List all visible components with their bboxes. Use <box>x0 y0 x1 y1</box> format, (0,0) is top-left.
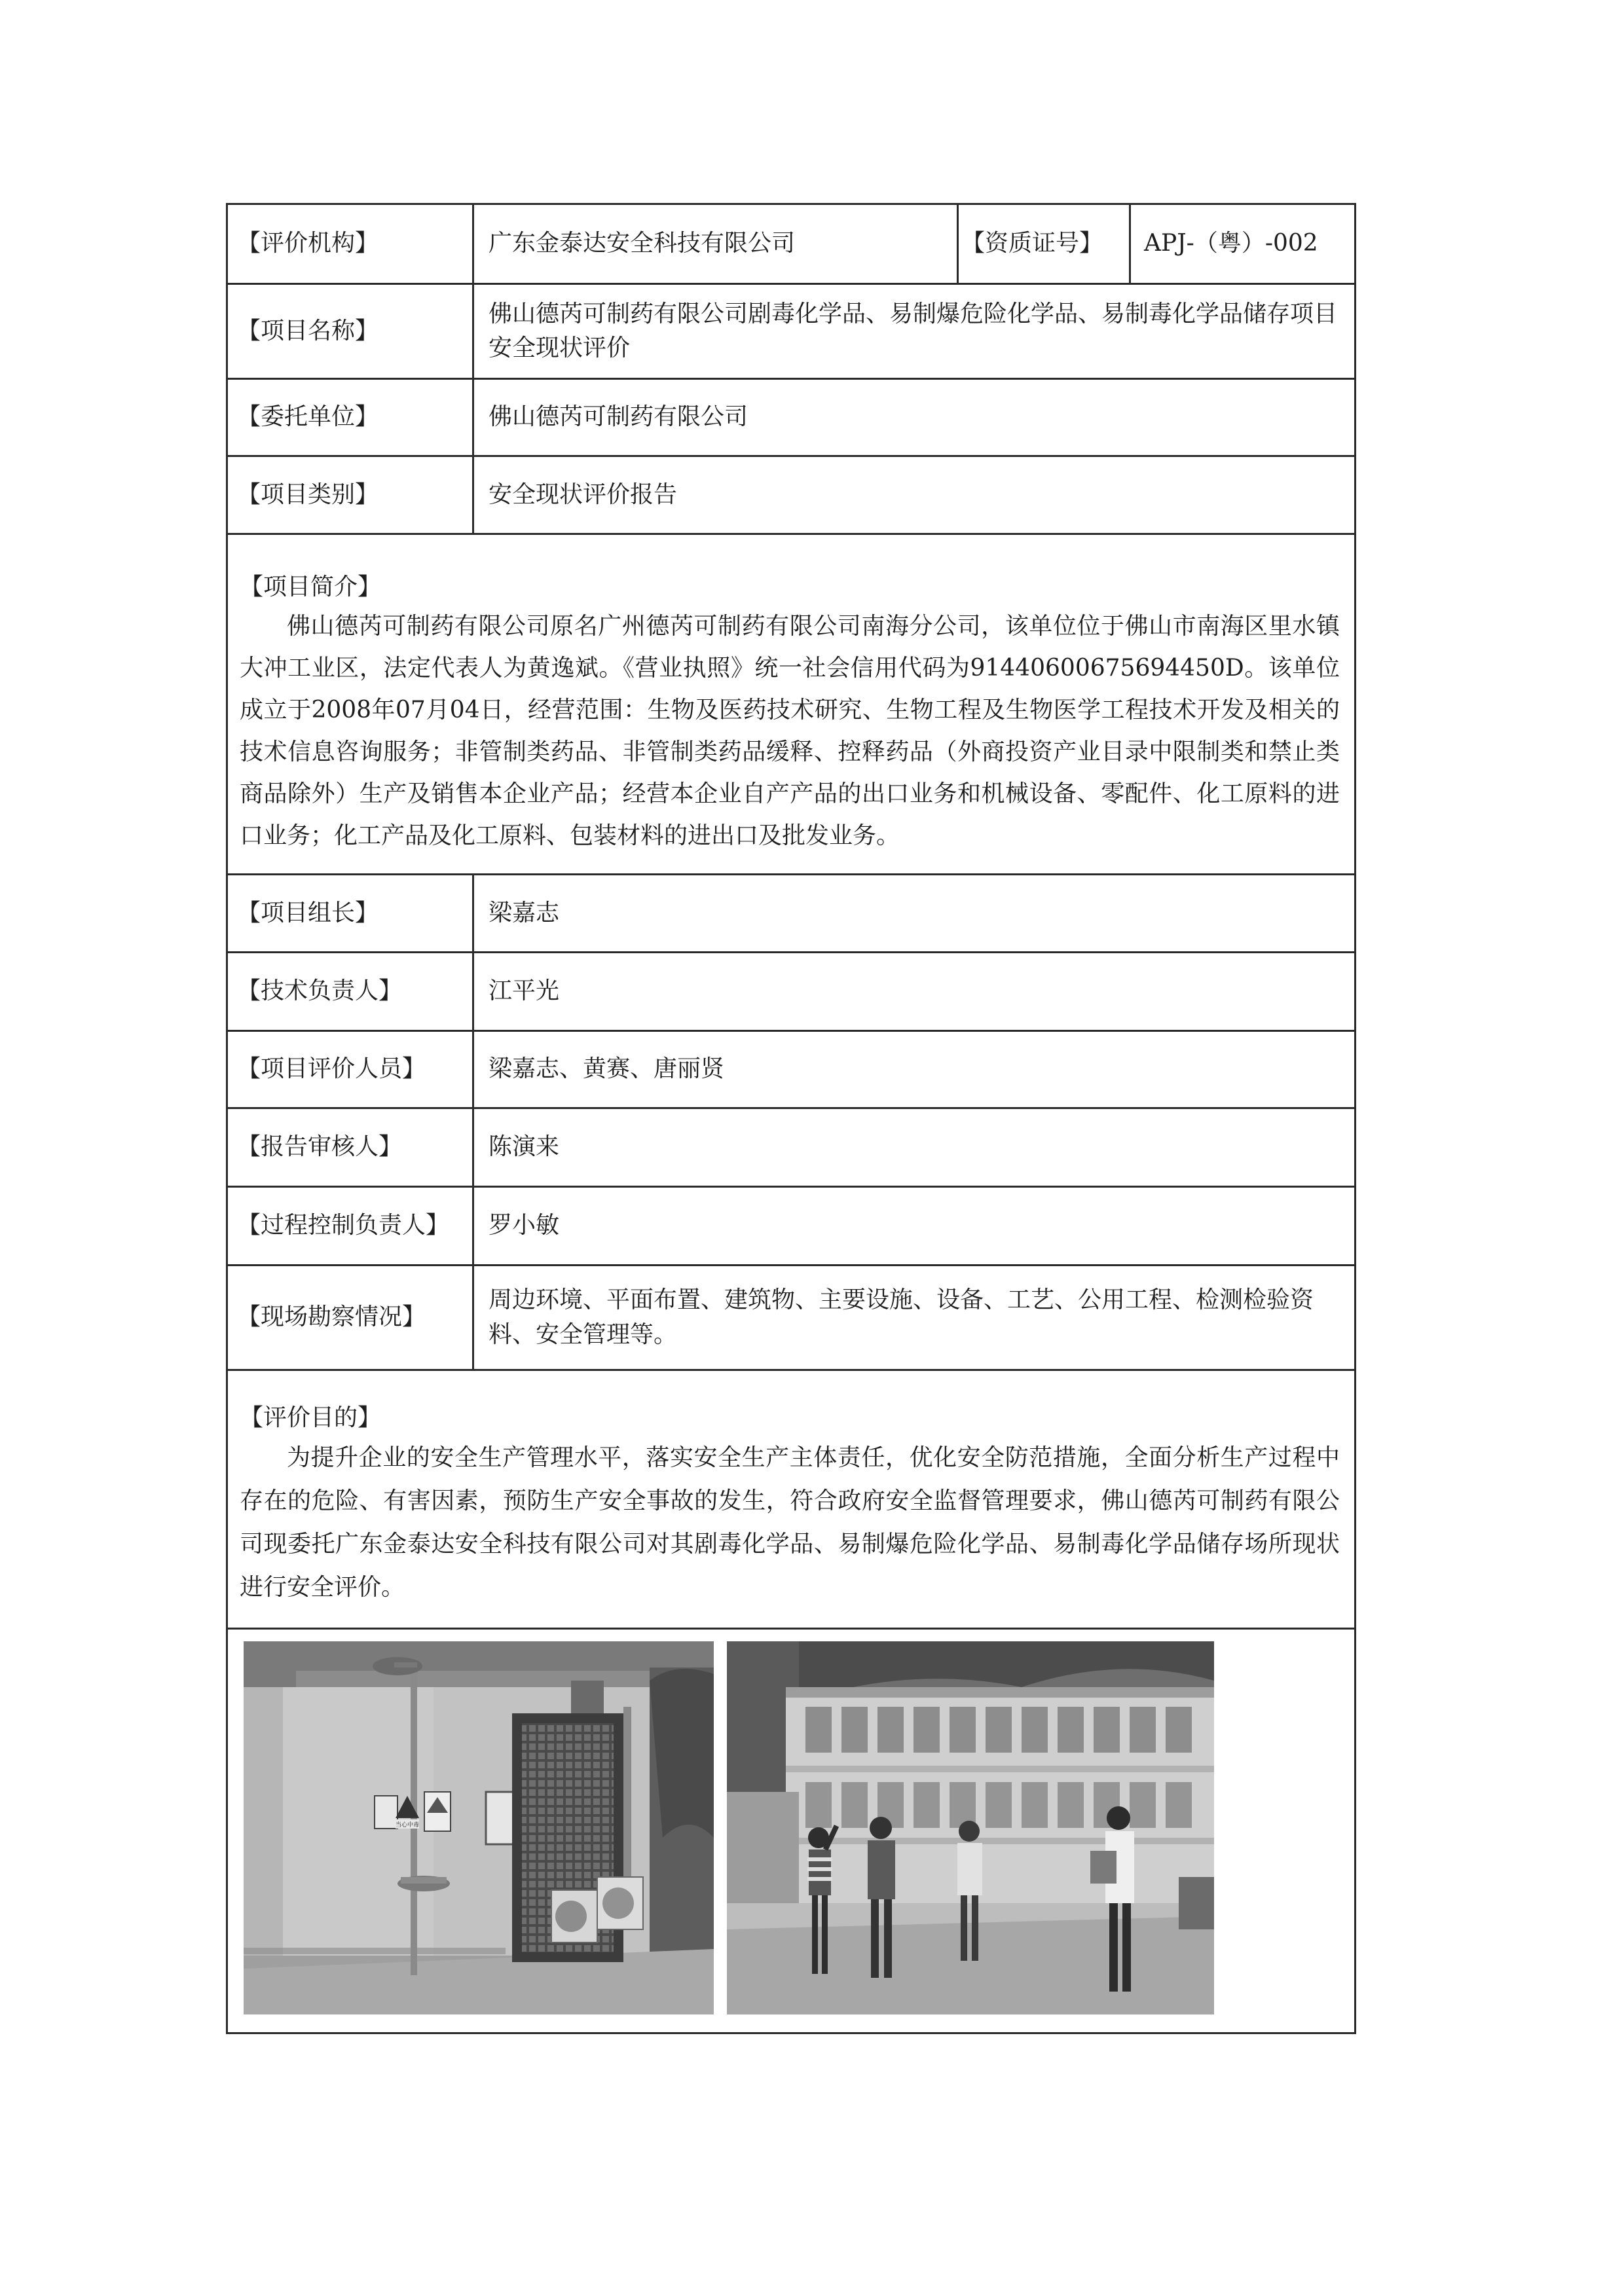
row-site-survey <box>228 1266 1354 1371</box>
row-purpose <box>228 1371 1354 1630</box>
project-name-label: 【项目名称】 <box>237 317 379 344</box>
category-value: 安全现状评价报告 <box>472 457 1354 533</box>
cert-value: APJ-（粤）-002 <box>1129 205 1354 283</box>
category-label: 【项目类别】 <box>237 481 379 508</box>
row-summary <box>228 535 1354 875</box>
purpose-heading: 【评价目的】 <box>240 1404 382 1431</box>
site-photo-eyewash <box>244 1641 714 2014</box>
project-name-value: 佛山德芮可制药有限公司剧毒化学品、易制爆危险化学品、易制毒化学品储存项目安全现状评价 <box>472 285 1354 378</box>
row-project-name <box>228 285 1354 380</box>
row-leader <box>228 875 1354 953</box>
process-control-label: 【过程控制负责人】 <box>237 1212 450 1239</box>
row-org <box>228 205 1354 285</box>
row-client <box>228 380 1354 457</box>
summary-heading: 【项目简介】 <box>240 574 382 600</box>
summary-text: 佛山德芮可制药有限公司原名广州德芮可制药有限公司南海分公司，该单位位于佛山市南海区里水镇大冲工业区，法定代表人为黄逸斌。《营业执照》统一社会信用代码为91440600675694450D。该单位成立于2008年07月04日，经营范围：生物及医药技术研究、生物工程及生物医学工程技术开发及相关的技术信息咨询服务；非管制类药品、非管制类药品缓释、控释药品（外商投资产业目录中限制类和禁止类商品除外）生产及销售本企业产品；经营本企业自产产品的出口业务和机械设备、零配件、化工原料的进口业务；化工产品及化工原料、包装材料的进出口及批发业务。 <box>240 613 1340 849</box>
row-tech-lead <box>228 953 1354 1032</box>
site-survey-value: 周边环境、平面布置、建筑物、主要设施、设备、工艺、公用工程、检测检验资料、安全管理等。 <box>472 1266 1354 1369</box>
site-photo-team <box>727 1641 1214 2014</box>
site-survey-label: 【现场勘察情况】 <box>237 1303 426 1331</box>
process-control-value: 罗小敏 <box>472 1188 1354 1264</box>
tech-lead-label: 【技术负责人】 <box>237 977 403 1005</box>
purpose-text: 为提升企业的安全生产管理水平，落实安全生产主体责任，优化安全防范措施，全面分析生产过程中存在的危险、有害因素，预防生产安全事故的发生，符合政府安全监督管理要求，佛山德芮可制药有限公司现委托广东金泰达安全科技有限公司对其剧毒化学品、易制爆危险化学品、易制毒化学品储存场所现状进行安全评价。 <box>240 1444 1340 1601</box>
row-process-control <box>228 1188 1354 1266</box>
row-reviewer <box>228 1109 1354 1188</box>
org-label: 【评价机构】 <box>237 230 379 257</box>
row-photos <box>228 1630 1354 2034</box>
evaluators-label: 【项目评价人员】 <box>237 1055 426 1083</box>
evaluators-value: 梁嘉志、黄赛、唐丽贤 <box>472 1032 1354 1107</box>
client-value: 佛山德芮可制药有限公司 <box>472 380 1354 455</box>
cert-label: 【资质证号】 <box>957 205 1129 283</box>
client-label: 【委托单位】 <box>237 403 379 431</box>
warning-sign-text: 当心中毒 <box>395 1822 420 1829</box>
reviewer-value: 陈演来 <box>472 1109 1354 1186</box>
leader-label: 【项目组长】 <box>237 899 379 926</box>
org-value: 广东金泰达安全科技有限公司 <box>472 205 957 283</box>
tech-lead-value: 江平光 <box>472 953 1354 1030</box>
row-evaluators <box>228 1032 1354 1109</box>
evaluation-info-table <box>226 203 1356 2034</box>
reviewer-label: 【报告审核人】 <box>237 1133 403 1161</box>
row-category <box>228 457 1354 535</box>
leader-value: 梁嘉志 <box>472 875 1354 951</box>
